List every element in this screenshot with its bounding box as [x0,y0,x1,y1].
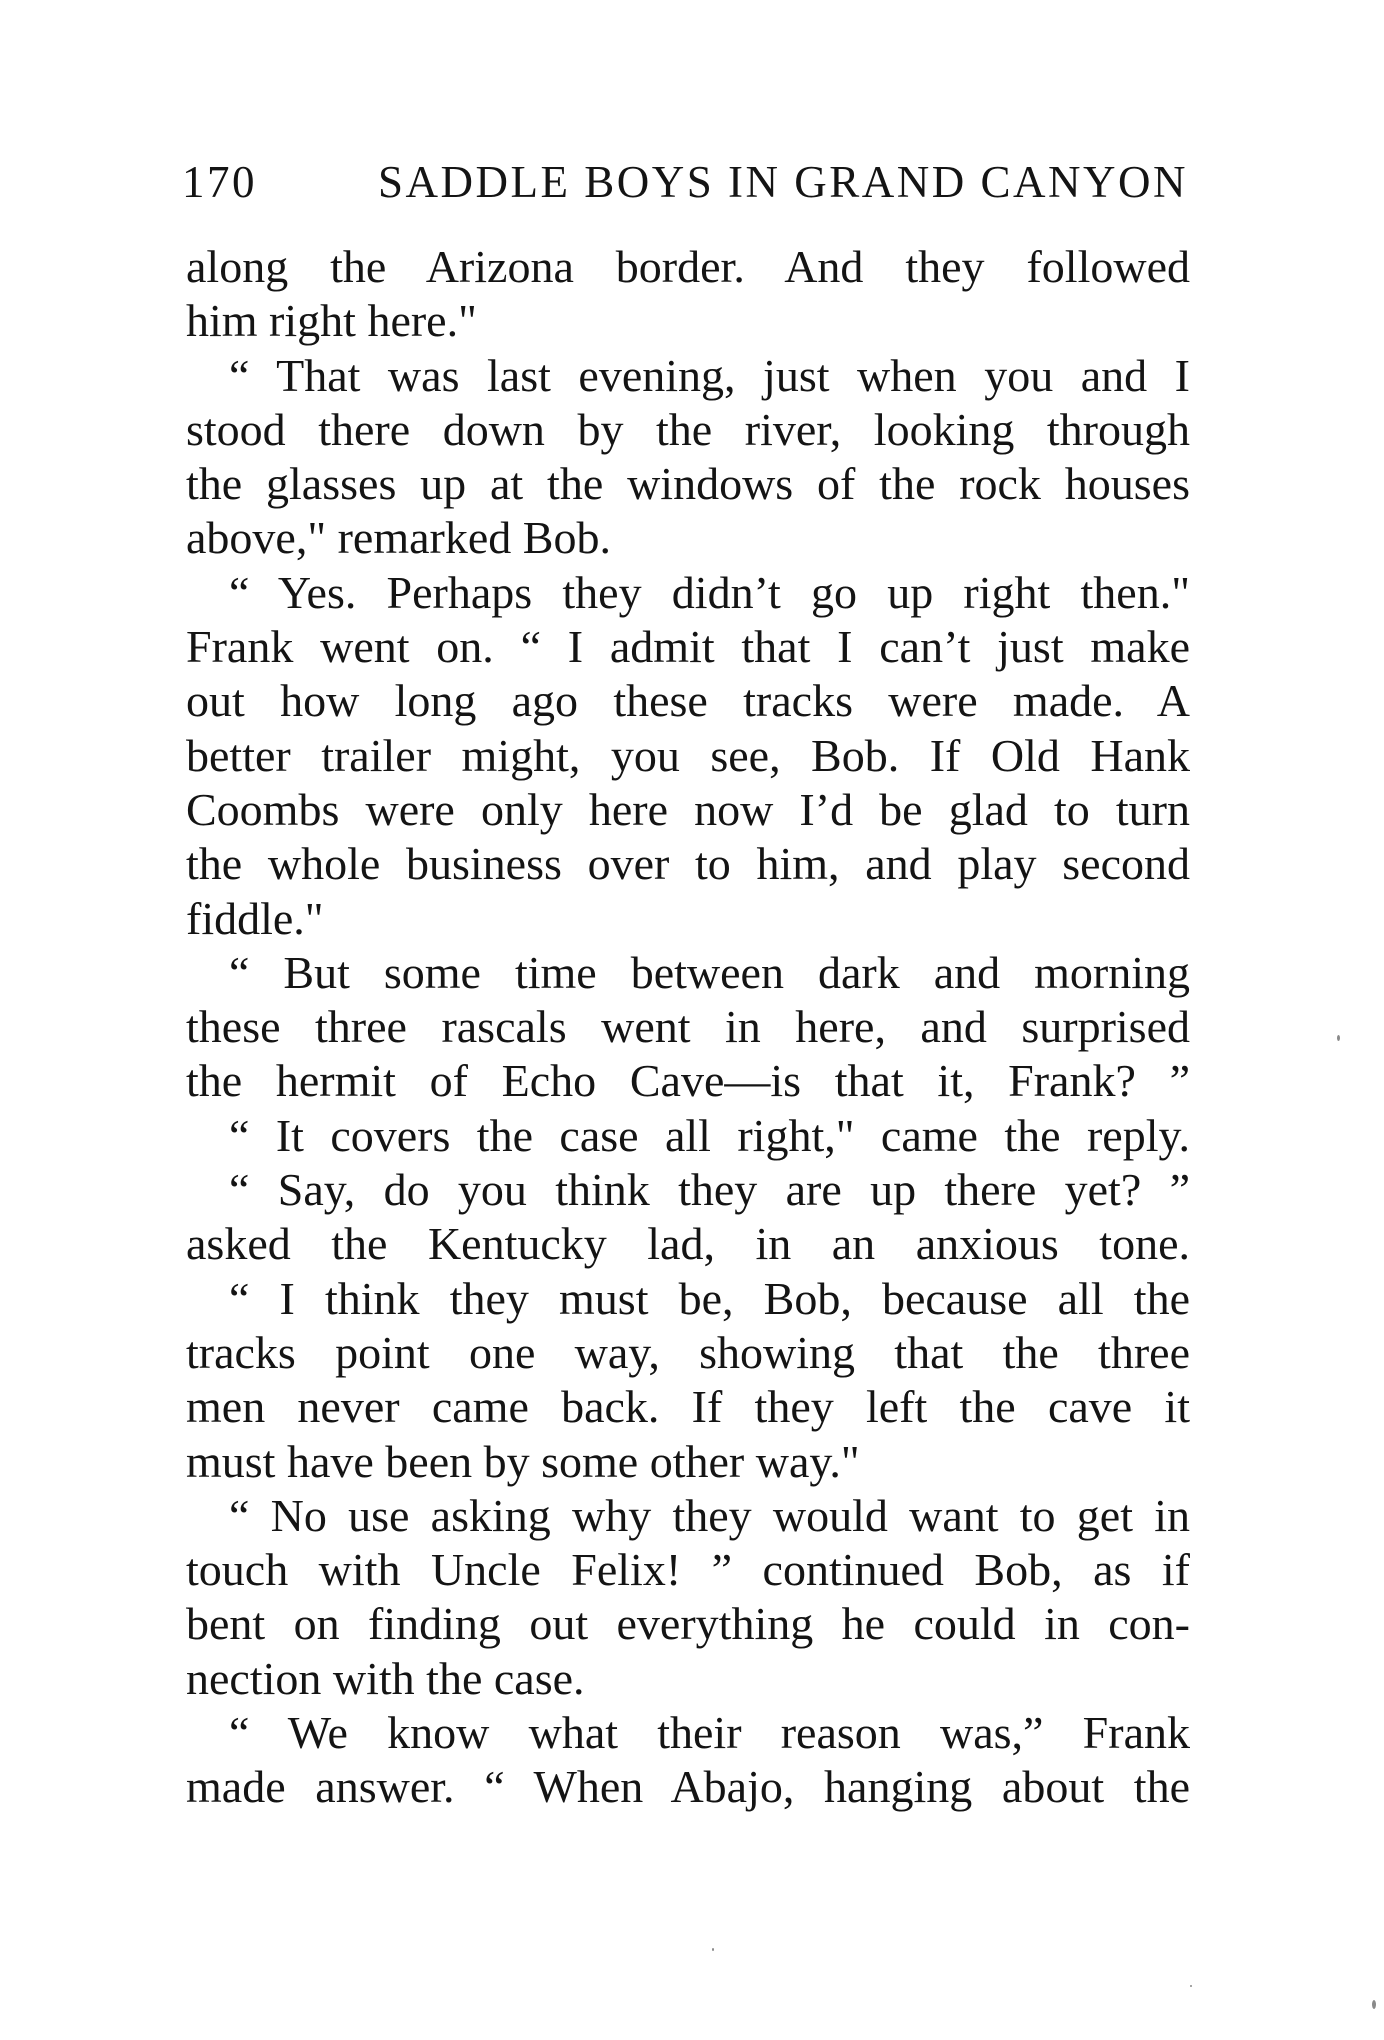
text-line: “ But some time between dark and morning [229,946,1190,998]
text-line: out how long ago these tracks were made. A [186,675,1190,727]
text-line: “ No use asking why they would want to get in [229,1489,1190,1541]
text-line: bent on finding out everything he could in con- [186,1598,1190,1650]
text-line: Coombs were only here now I’d be glad to turn [186,783,1190,835]
text-line: touch with Uncle Felix! ” continued Bob, as if [186,1544,1190,1596]
book-title: SADDLE BOYS IN GRAND CANYON [377,157,1188,207]
text-line: “ Say, do you think they are up there yet? ” [229,1164,1190,1216]
text-line: “ I think they must be, Bob, because all the [229,1272,1190,1324]
paper-speck [1190,1985,1192,1987]
text-line: “ It covers the case all right," came the reply. [229,1109,1190,1161]
text-line: above," remarked Bob. [186,512,611,564]
text-line: made answer. “ When Abajo, hanging about the [186,1761,1190,1813]
text-line: “ We know what their reason was,” Frank [229,1707,1190,1759]
text-line: Frank went on. “ I admit that I can’t just make [186,621,1190,673]
text-line: “ Yes. Perhaps they didn’t go up right then." [229,566,1190,618]
text-line: the whole business over to him, and play second [186,838,1190,890]
text-line: fiddle." [186,892,324,944]
text-line: better trailer might, you see, Bob. If Old Hank [186,729,1190,781]
text-line: the hermit of Echo Cave—is that it, Frank? ” [186,1055,1190,1107]
text-line: stood there down by the river, looking through [186,403,1190,455]
text-line: men never came back. If they left the cave it [186,1381,1190,1433]
text-line: the glasses up at the windows of the rock houses [186,458,1190,510]
text-line: tracks point one way, showing that the three [186,1326,1190,1378]
running-head [182,150,1188,214]
body-text [186,240,1190,1815]
paper-speck [712,1948,714,1951]
text-line: nection with the case. [186,1652,585,1704]
paper-speck [1337,1035,1340,1041]
page-number: 170 [182,157,257,207]
text-line: along the Arizona border. And they followed [186,241,1190,292]
text-line: must have been by some other way." [186,1435,860,1487]
text-line: him right here." [186,295,477,347]
text-line: asked the Kentucky lad, in an anxious tone. [186,1218,1190,1270]
text-line: “ That was last evening, just when you and I [229,349,1190,401]
text-line: these three rascals went in here, and surprised [186,1001,1190,1053]
paper-speck [1372,2000,1376,2009]
